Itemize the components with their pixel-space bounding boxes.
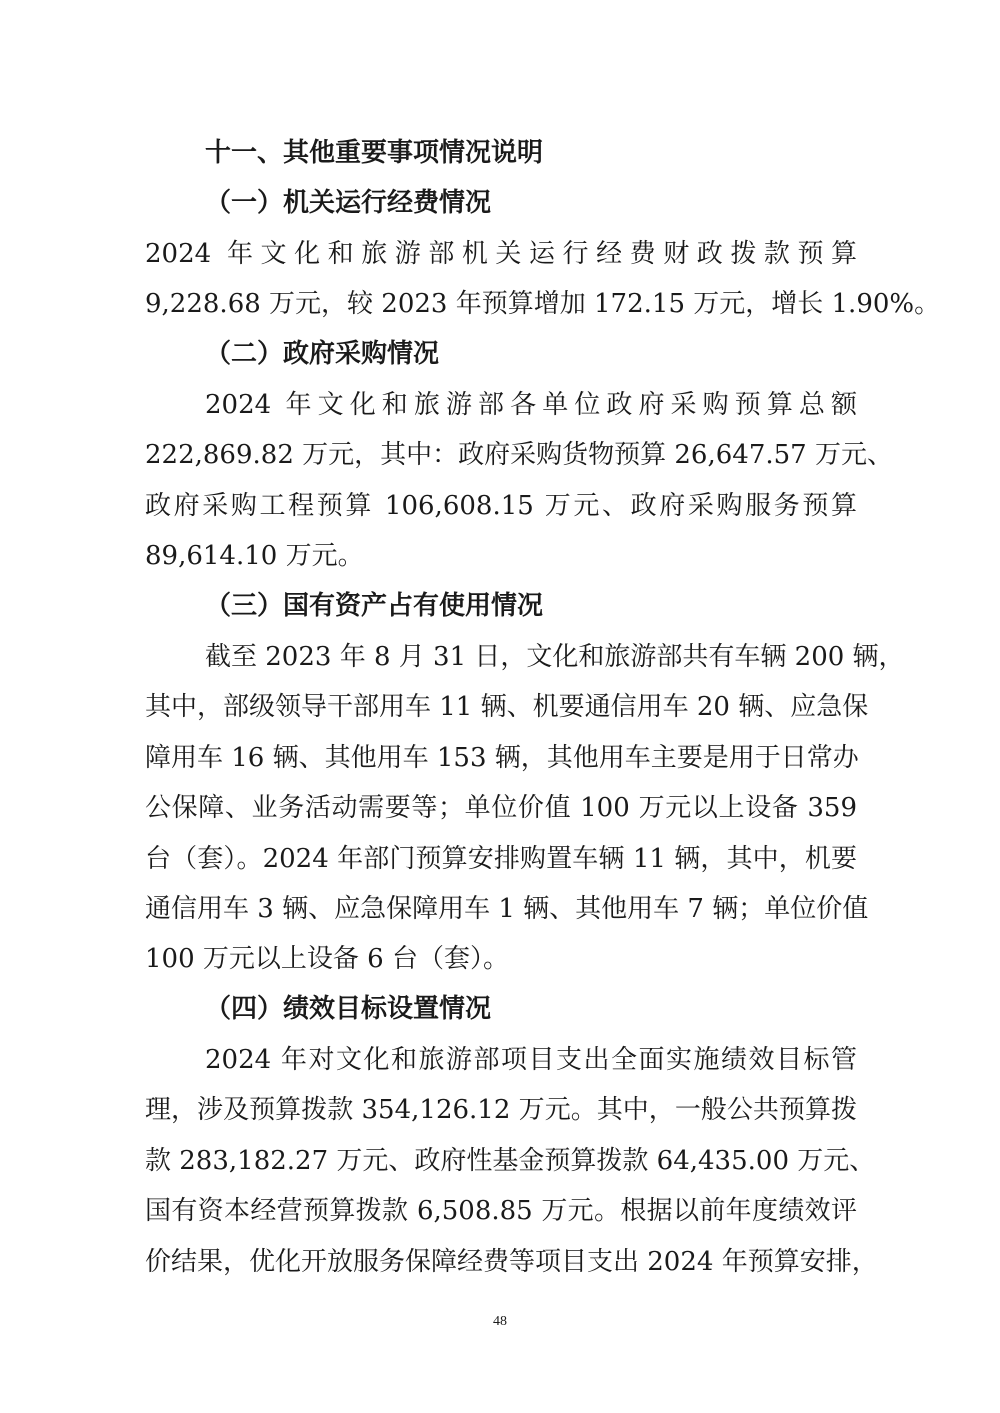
paragraph-line: 价结果，优化开放服务保障经费等项目支出 2024 年预算安排， [145,1247,878,1277]
subsection-heading-1: （一）机关运行经费情况 [205,188,492,218]
paragraph-line: 2024 年文化和旅游部各单位政府采购预算总额 [205,390,857,420]
paragraph-line: 100 万元以上设备 6 台（套）。 [145,944,509,974]
subsection-heading-2: （二）政府采购情况 [205,339,440,369]
paragraph-line: 其中，部级领导干部用车 11 辆、机要通信用车 20 辆、应急保 [145,692,869,722]
page-number: 48 [493,1314,507,1329]
paragraph-line: 9,228.68 万元，较 2023 年预算增加 172.15 万元，增长 1.90%。 [145,289,941,319]
paragraph-line: 障用车 16 辆、其他用车 153 辆，其他用车主要是用于日常办 [145,743,859,773]
paragraph-line: 222,869.82 万元，其中：政府采购货物预算 26,647.57 万元、 [145,440,893,470]
section-title: 十一、其他重要事项情况说明 [205,138,544,168]
paragraph-line: 89,614.10 万元。 [145,541,364,571]
subsection-heading-3: （三）国有资产占有使用情况 [205,591,544,621]
paragraph-line: 政府采购工程预算 106,608.15 万元、政府采购服务预算 [145,491,857,521]
paragraph-line: 公保障、业务活动需要等；单位价值 100 万元以上设备 359 [145,793,857,823]
subsection-heading-4: （四）绩效目标设置情况 [205,994,492,1024]
paragraph-line: 国有资本经营预算拨款 6,508.85 万元。根据以前年度绩效评 [145,1196,857,1226]
paragraph-line: 款 283,182.27 万元、政府性基金预算拨款 64,435.00 万元、 [145,1146,876,1176]
paragraph-line: 台（套）。2024 年部门预算安排购置车辆 11 辆，其中，机要 [145,844,857,874]
paragraph-line: 2024 年文化和旅游部机关运行经费财政拨款预算 [145,239,857,269]
paragraph-line: 2024 年对文化和旅游部项目支出全面实施绩效目标管 [205,1045,857,1075]
paragraph-line: 截至 2023 年 8 月 31 日，文化和旅游部共有车辆 200 辆， [205,642,905,672]
paragraph-line: 理，涉及预算拨款 354,126.12 万元。其中，一般公共预算拨 [145,1095,857,1125]
paragraph-line: 通信用车 3 辆、应急保障用车 1 辆、其他用车 7 辆；单位价值 [145,894,869,924]
